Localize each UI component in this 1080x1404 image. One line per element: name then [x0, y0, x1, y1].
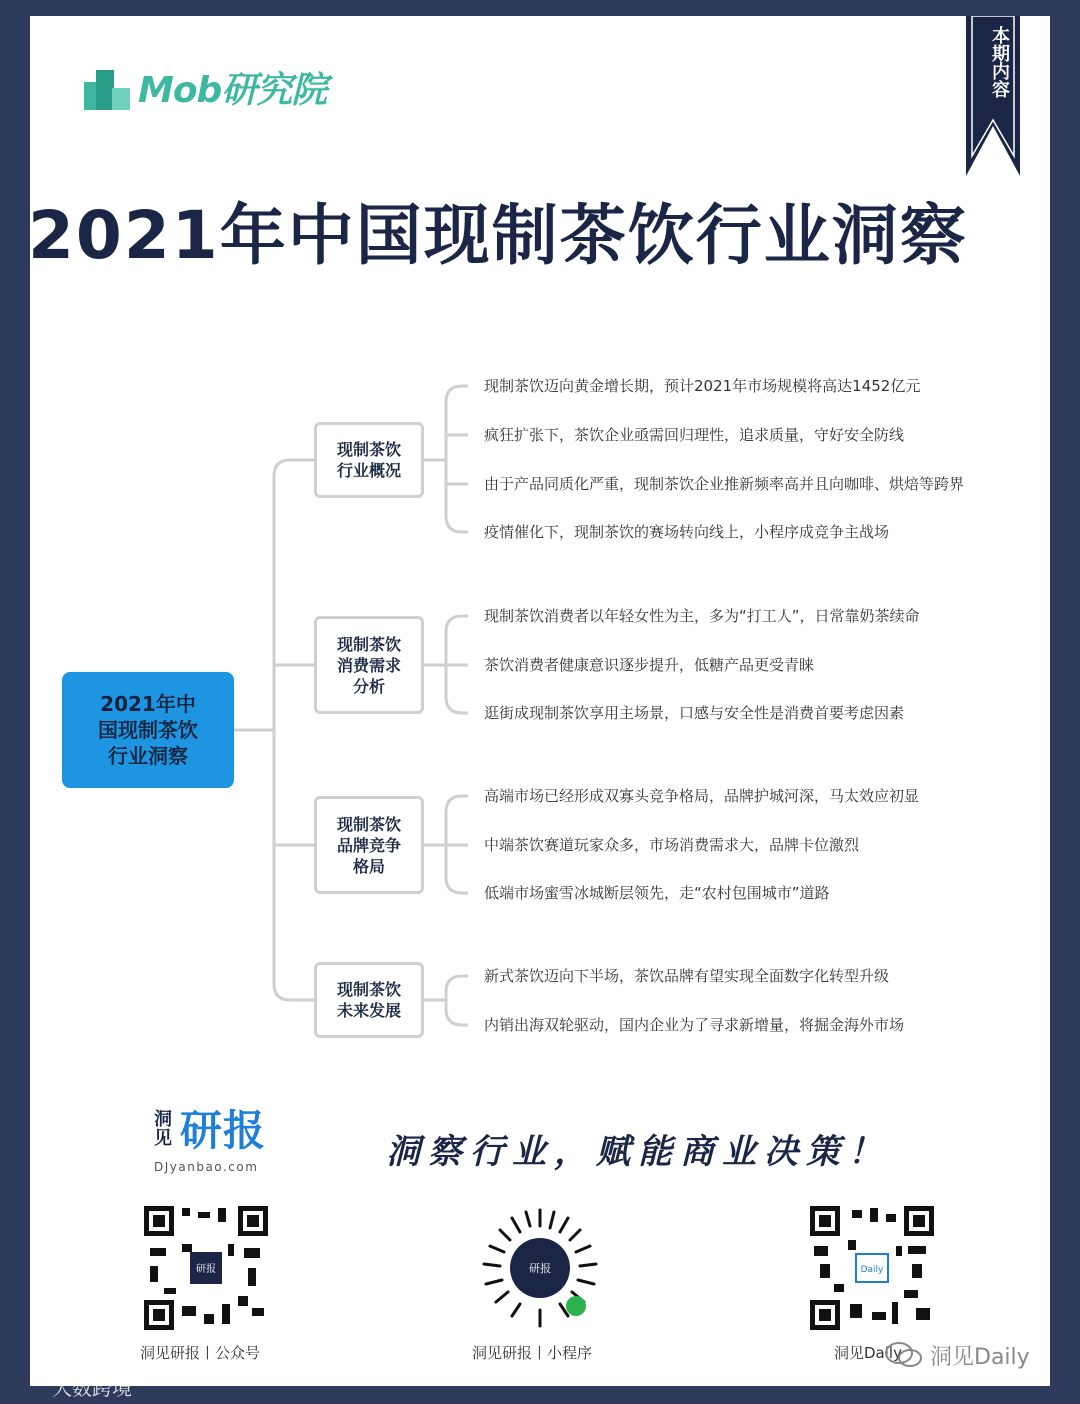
wechat-icon: [884, 1340, 924, 1370]
logo-brand-text: Mob研究院: [138, 69, 327, 111]
mindmap-branch: [314, 796, 424, 894]
mindmap-root: [62, 672, 234, 788]
mindmap-root-label: 2021年中国现制茶饮行业洞察: [98, 692, 198, 768]
watermark-right: 洞见Daily: [930, 1345, 1030, 1370]
page-title: 2021年中国现制茶饮行业洞察: [28, 197, 968, 274]
mindmap-leaf: 现制茶饮迈向黄金增长期，预计2021年市场规模将高达1452亿元: [484, 377, 921, 395]
qr-center-label: 研报: [196, 1264, 216, 1275]
qr-center-label: Daily: [860, 1265, 884, 1275]
mindmap-leaf: 中端茶饮赛道玩家众多，市场消费需求大，品牌卡位激烈: [484, 836, 860, 854]
slogan: 洞察行业，赋能商业决策！: [386, 1132, 890, 1172]
mindmap-branch: [314, 422, 424, 498]
mindmap-branch: [314, 616, 424, 714]
qr-caption: 洞见Daily: [834, 1344, 902, 1362]
qr-caption: 洞见研报丨公众号: [140, 1344, 261, 1362]
ribbon-text: 本期内容: [989, 26, 1010, 98]
mindmap-leaf: 疯狂扩张下，茶饮企业亟需回归理性，追求质量，守好安全防线: [484, 426, 905, 444]
mindmap-leaf: 现制茶饮消费者以年轻女性为主，多为“打工人”，日常靠奶茶续命: [484, 607, 920, 625]
mindmap-branch: [314, 962, 424, 1038]
qr-center-label: 研报: [529, 1262, 551, 1275]
qr-code-icon[interactable]: [808, 1204, 936, 1332]
mindmap-leaf: 低端市场蜜雪冰城断层领先，走“农村包围城市”道路: [484, 884, 830, 902]
mindmap-leaf: 茶饮消费者健康意识逐步提升，低糖产品更受青睐: [484, 656, 815, 674]
qr-caption: 洞见研报丨小程序: [472, 1344, 593, 1362]
mindmap-leaf: 高端市场已经形成双寡头竞争格局，品牌护城河深，马太效应初显: [484, 787, 920, 805]
mindmap-leaf: 新式茶饮迈向下半场，茶饮品牌有望实现全面数字化转型升级: [484, 967, 890, 985]
dj-logo-main-text: 研报: [180, 1106, 267, 1155]
mindmap-leaf: 逛街成现制茶饮享用主场景，口感与安全性是消费首要考虑因素: [484, 704, 905, 722]
mindmap-leaf: 内销出海双轮驱动，国内企业为了寻求新增量，将掘金海外市场: [484, 1016, 905, 1034]
mindmap-branch-label: 现制茶饮未来发展: [336, 980, 401, 1020]
qr-code-icon[interactable]: [142, 1204, 270, 1332]
watermark-left: 大数跨境: [52, 1376, 132, 1400]
dj-logo-url: DJyanbao.com: [154, 1160, 259, 1174]
mindmap-branch-label: 现制茶饮消费需求分析: [336, 634, 401, 696]
mini-program-code-icon[interactable]: [476, 1204, 604, 1332]
mindmap-leaf: 疫情催化下，现制茶饮的赛场转向线上，小程序成竞争主战场: [484, 523, 890, 541]
mindmap-branch-label: 现制茶饮品牌竞争格局: [336, 814, 401, 876]
mindmap-leaf: 由于产品同质化严重，现制茶饮企业推新频率高并且向咖啡、烘焙等跨界: [484, 475, 965, 493]
mindmap-branch-label: 现制茶饮行业概况: [336, 440, 401, 480]
dj-logo-side-text: 洞见: [154, 1109, 172, 1149]
